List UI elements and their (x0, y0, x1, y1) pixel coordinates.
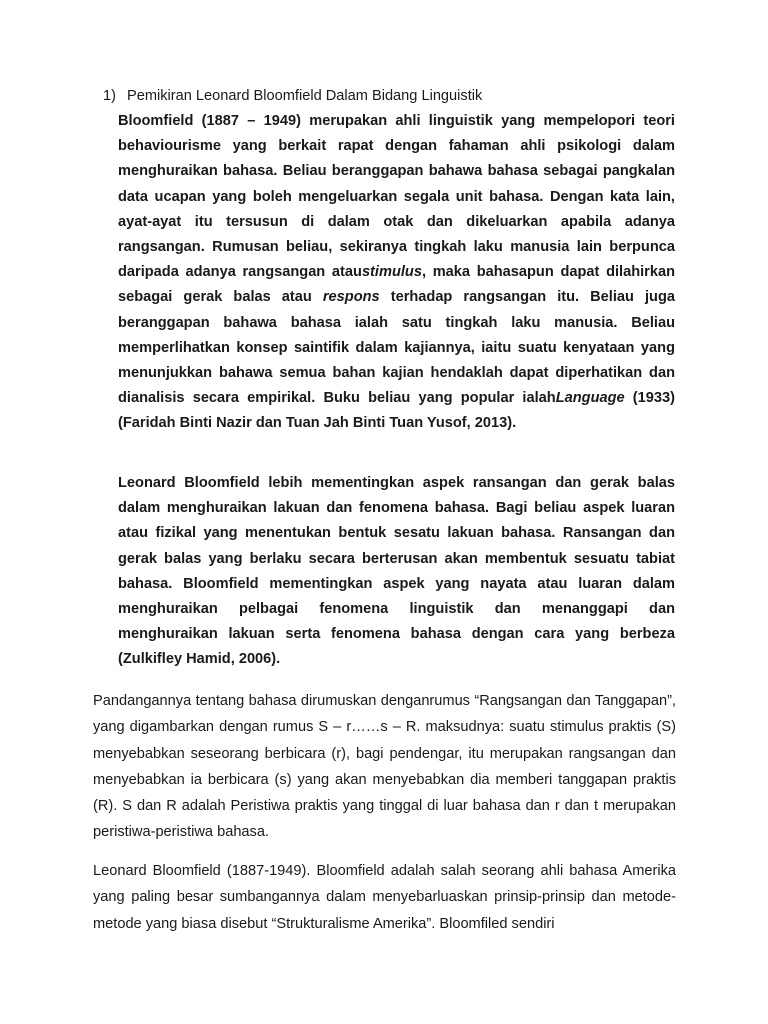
paragraph-2: Leonard Bloomfield lebih mementingkan aspek ransangan dan gerak balas dalam menghuraikan lakuan dan fenomena bahasa. Bagi beliau aspek luaran atau fizikal yang menentukan bentuk sesatu lakuan bahasa. Ransangan dan gerak balas yang berlaku secara berterusan akan membentuk sesuatu tabiat bahasa. Bloomfield mementingkan aspek yang nayata atau luaran dalam menghuraikan pelbagai fenomena linguistik dan menanggapi dan menghuraikan lakuan serta fenomena bahasa dengan cara yang berbeza (Zulkifley Hamid, 2006). (118, 475, 675, 668)
paragraph-4: Leonard Bloomfield (1887-1949). Bloomfield adalah salah seorang ahli bahasa Amerika yang paling besar sumbangannya dalam menyebarluaskan prinsip-prinsip dan metode-metode yang biasa disebut “Strukturalisme Amerika”. Bloomfiled sendiri (93, 863, 676, 932)
section-heading (103, 86, 683, 106)
paragraph-1-text-c: , maka bahasapun dapat dilahirkan sebagai gerak balas atau (118, 264, 675, 306)
paragraph-1 (118, 109, 675, 437)
paragraph-1-text-a: Bloomfield (1887 – 1949) merupakan ahli linguistik yang mempelopori teori behaviourisme yang berkait rapat dengan fahaman ahli psikologi dalam menghuraikan bahasa. Beliau beranggapan bahawa bahasa sebagai pangkalan data ucapan yang boleh mengeluarkan segala unit bahasa. Dengan kata lain, ayat-ayat itu tersusun di dalam otak dan dikeluarkan apabila adanya rangsangan. Rumusan beliau, sekiranya tingkah laku manusia lain berpunca daripada adanya rangsangan atau (118, 113, 675, 281)
book-title-language: Language (555, 390, 625, 407)
paragraph-3: Pandangannya tentang bahasa dirumuskan denganrumus “Rangsangan dan Tanggapan”, yang digambarkan dengan rumus S – r……s – R. maksudnya: suatu stimulus praktis (S) menyebabkan seseorang berbicara (r), bagi pendengar, itu merupakan rangsangan dan menyebabkan ia berbicara (s) yang akan menyebabkan dia memberi tanggapan praktis (R). S dan R adalah Peristiwa praktis yang tinggal di luar bahasa dan r dan t merupakan peristiwa-peristiwa bahasa. (93, 693, 676, 841)
term-respons: respons (322, 289, 380, 306)
paragraph-1-text-e: terhadap rangsangan itu. Beliau juga beranggapan bahawa bahasa ialah satu tingkah laku manusia. Beliau memperlihatkan konsep saintifik dalam kajiannya, iaitu suatu kenyataan yang menunjukkan bahawa semua bahan kajian hendaklah dapat diperhatikan dan dianalisis secara empirikal. Buku beliau yang popular ialah (118, 289, 675, 407)
term-stimulus: stimulus (361, 264, 422, 281)
heading-text: Pemikiran Leonard Bloomfield Dalam Bidang Linguistik (127, 88, 483, 104)
heading-number: 1) (103, 88, 116, 104)
paragraph-1-text-g: (1933) (Faridah Binti Nazir dan Tuan Jah Binti Tuan Yusof, 2013). (118, 390, 675, 432)
